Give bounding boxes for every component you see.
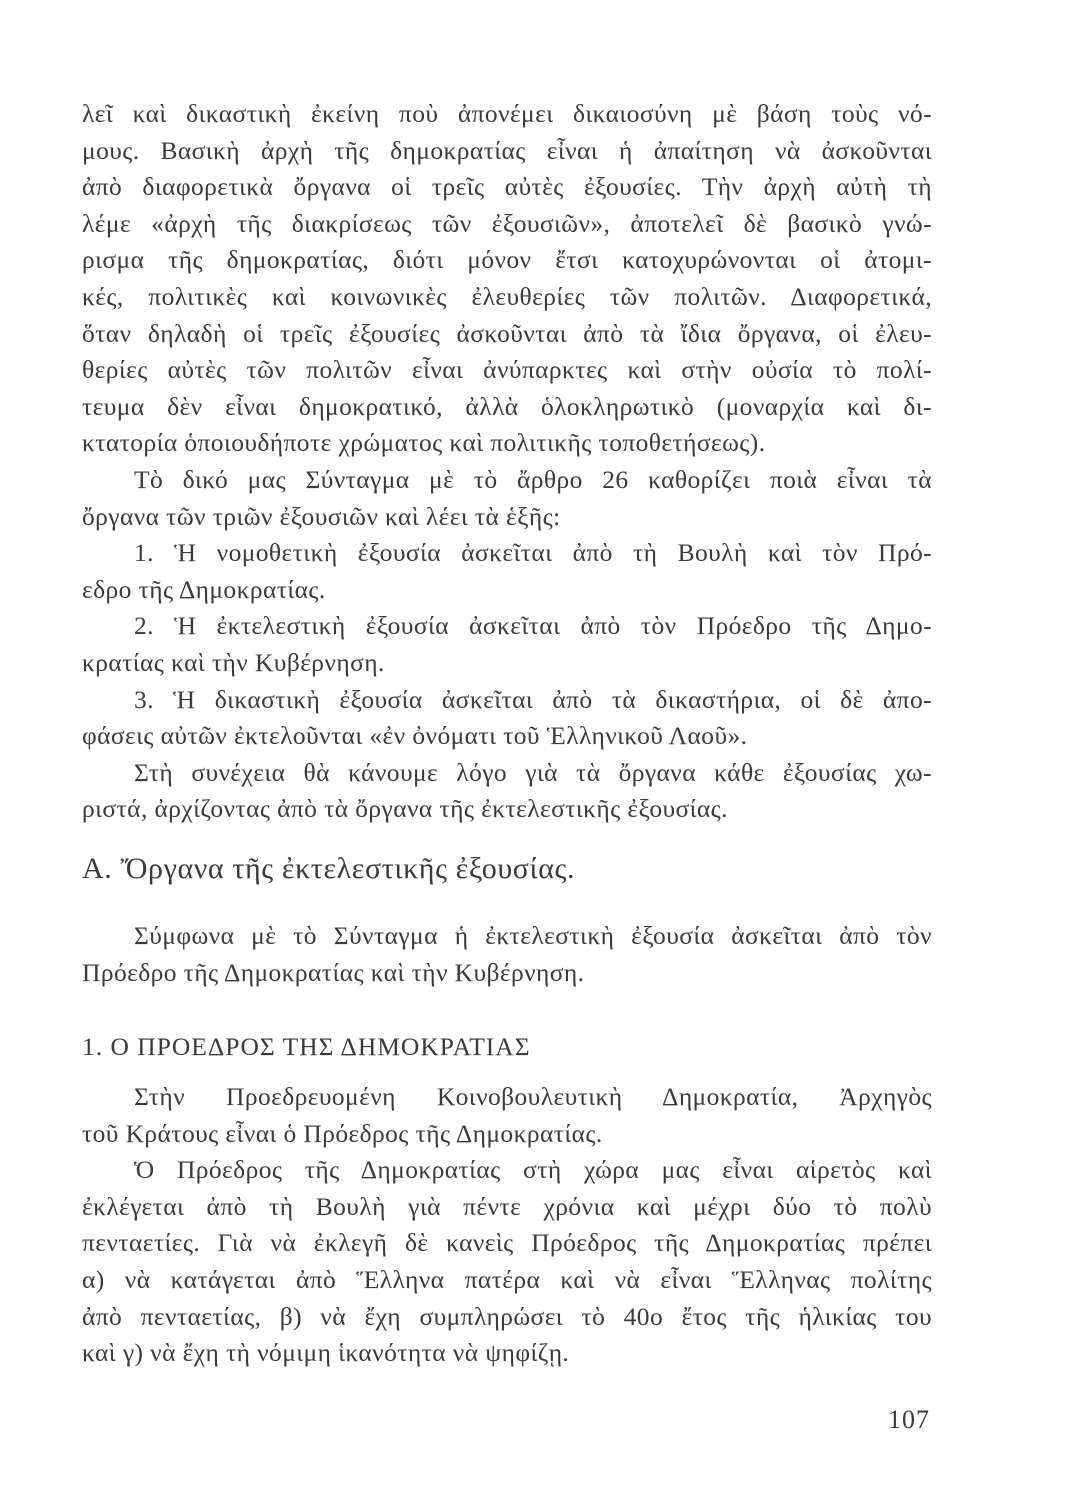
- text-line: ὅταν δηλαδὴ οἱ τρεῖς ἐξουσίες ἀσκοῦνται ἀπὸ τὰ ἴδια ὄργανα, οἱ ἐλευ-: [82, 318, 932, 348]
- list-item-legislative: [82, 535, 932, 608]
- text-line: Στὴ συνέχεια θὰ κάνουμε λόγο γιὰ τὰ ὄργανα κάθε ἐξουσίας χω-: [134, 757, 932, 787]
- bottom-text-block: [82, 1079, 932, 1372]
- text-line: ἀπὸ διαφορετικὰ ὄργανα οἱ τρεῖς αὐτὲς ἐξουσίες. Τὴν ἀρχὴ αὐτὴ τὴ: [82, 172, 932, 202]
- list-item-executive: [82, 608, 932, 681]
- text-line: α) νὰ κατάγεται ἀπὸ Ἕλληνα πατέρα καὶ νὰ εἶναι Ἕλληνας πολίτης: [82, 1264, 932, 1294]
- text-line: ρισμα τῆς δημοκρατίας, διότι μόνον ἔτσι κατοχυρώνονται οἱ ἀτομι-: [82, 245, 932, 275]
- text-line: 3. Ἡ δικαστικὴ ἐξουσία ἀσκεῖται ἀπὸ τὰ δικαστήρια, οἱ δὲ ἀπο-: [134, 684, 932, 714]
- text-line: πενταετίες. Γιὰ νὰ ἐκλεγῆ δὲ κανεὶς Πρόεδρος τῆς Δημοκρατίας πρέπει: [82, 1228, 932, 1258]
- section-a-paragraph: [82, 918, 932, 991]
- paragraph-head-of-state: [82, 1079, 932, 1152]
- text-line: φάσεις αὐτῶν ἐκτελοῦνται «ἐν ὀνόματι τοῦ Ἑλληνικοῦ Λαοῦ».: [82, 721, 748, 751]
- text-line: κές, πολιτικὲς καὶ κοινωνικὲς ἐλευθερίες τῶν πολιτῶν. Διαφορετικά,: [82, 281, 932, 311]
- text-line: ὄργανα τῶν τριῶν ἐξουσιῶν καὶ λέει τὰ ἑξῆς:: [82, 501, 561, 531]
- text-line: μους. Βασικὴ ἀρχὴ τῆς δημοκρατίας εἶναι ἡ ἀπαίτηση νὰ ἀσκοῦνται: [82, 135, 932, 165]
- text-line: λέμε «ἀρχὴ τῆς διακρίσεως τῶν ἐξουσιῶν», ἀποτελεῖ δὲ βασικὸ γνώ-: [82, 208, 932, 238]
- text-line: καὶ γ) νὰ ἔχη τὴ νόμιμη ἱκανότητα νὰ ψηφίζῃ.: [82, 1338, 570, 1368]
- text-line: Πρόεδρο τῆς Δημοκρατίας καὶ τὴν Κυβέρνηση.: [82, 957, 585, 987]
- text-line: 2. Ἡ ἐκτελεστικὴ ἐξουσία ἀσκεῖται ἀπὸ τὸν Πρόεδρο τῆς Δημο-: [134, 611, 932, 641]
- page-number: 107: [888, 1405, 930, 1434]
- text-line: λεῖ καὶ δικαστικὴ ἐκείνη ποὺ ἀπονέμει δικαιοσύνη μὲ βάση τοὺς νό-: [82, 99, 932, 128]
- paragraph-constitution: [82, 462, 932, 535]
- list-item-judicial: [82, 682, 932, 755]
- text-line: Τὸ δικό μας Σύνταγμα μὲ τὸ ἄρθρο 26 καθορίζει ποιὰ εἶναι τὰ: [134, 464, 932, 494]
- section-heading-a: Α. Ὄργανα τῆς ἐκτελεστικῆς ἐξουσίας.: [82, 852, 576, 885]
- subsection-heading-president: 1. Ο ΠΡΟΕΔΡΟΣ ΤΗΣ ΔΗΜΟΚΡΑΤΙΑΣ: [82, 1032, 531, 1061]
- paragraph-continuation: [82, 96, 932, 462]
- text-line: τευμα δὲν εἶναι δημοκρατικό, ἀλλὰ ὁλοκληρωτικὸ (μοναρχία καὶ δι-: [82, 391, 932, 421]
- text-line: εδρο τῆς Δημοκρατίας.: [82, 574, 326, 604]
- top-text-block: [82, 96, 932, 828]
- text-line: τοῦ Κράτους εἶναι ὁ Πρόεδρος τῆς Δημοκρατίας.: [82, 1118, 603, 1148]
- text-line: Ὁ Πρόεδρος τῆς Δημοκρατίας στὴ χώρα μας εἶναι αἱρετὸς καὶ: [134, 1155, 932, 1185]
- text-line: ριστά, ἀρχίζοντας ἀπὸ τὰ ὄργανα τῆς ἐκτελεστικῆς ἐξουσίας.: [82, 794, 728, 824]
- paragraph-election: [82, 1152, 932, 1372]
- text-line: κτατορία ὁποιουδήποτε χρώματος καὶ πολιτικῆς τοποθετήσεως).: [82, 428, 766, 458]
- text-line: ἐκλέγεται ἀπὸ τὴ Βουλὴ γιὰ πέντε χρόνια καὶ μέχρι δύο τὸ πολὺ: [82, 1191, 932, 1221]
- text-line: 1. Ἡ νομοθετικὴ ἐξουσία ἀσκεῖται ἀπὸ τὴ Βουλὴ καὶ τὸν Πρό-: [134, 538, 932, 568]
- text-line: Σύμφωνα μὲ τὸ Σύνταγμα ἡ ἐκτελεστικὴ ἐξουσία ἀσκεῖται ἀπὸ τὸν: [134, 921, 932, 950]
- text-line: θερίες αὐτὲς τῶν πολιτῶν εἶναι ἀνύπαρκτες καὶ στὴν οὐσία τὸ πολί-: [82, 355, 932, 385]
- text-line: ἀπὸ πενταετίας, β) νὰ ἔχη συμπληρώσει τὸ 40ο ἔτος τῆς ἡλικίας του: [82, 1301, 932, 1331]
- text-line: Στὴν Προεδρευομένη Κοινοβουλευτικὴ Δημοκρατία, Ἀρχηγὸς: [134, 1082, 932, 1111]
- text-line: κρατίας καὶ τὴν Κυβέρνηση.: [82, 647, 385, 677]
- paragraph-next-section: [82, 755, 932, 828]
